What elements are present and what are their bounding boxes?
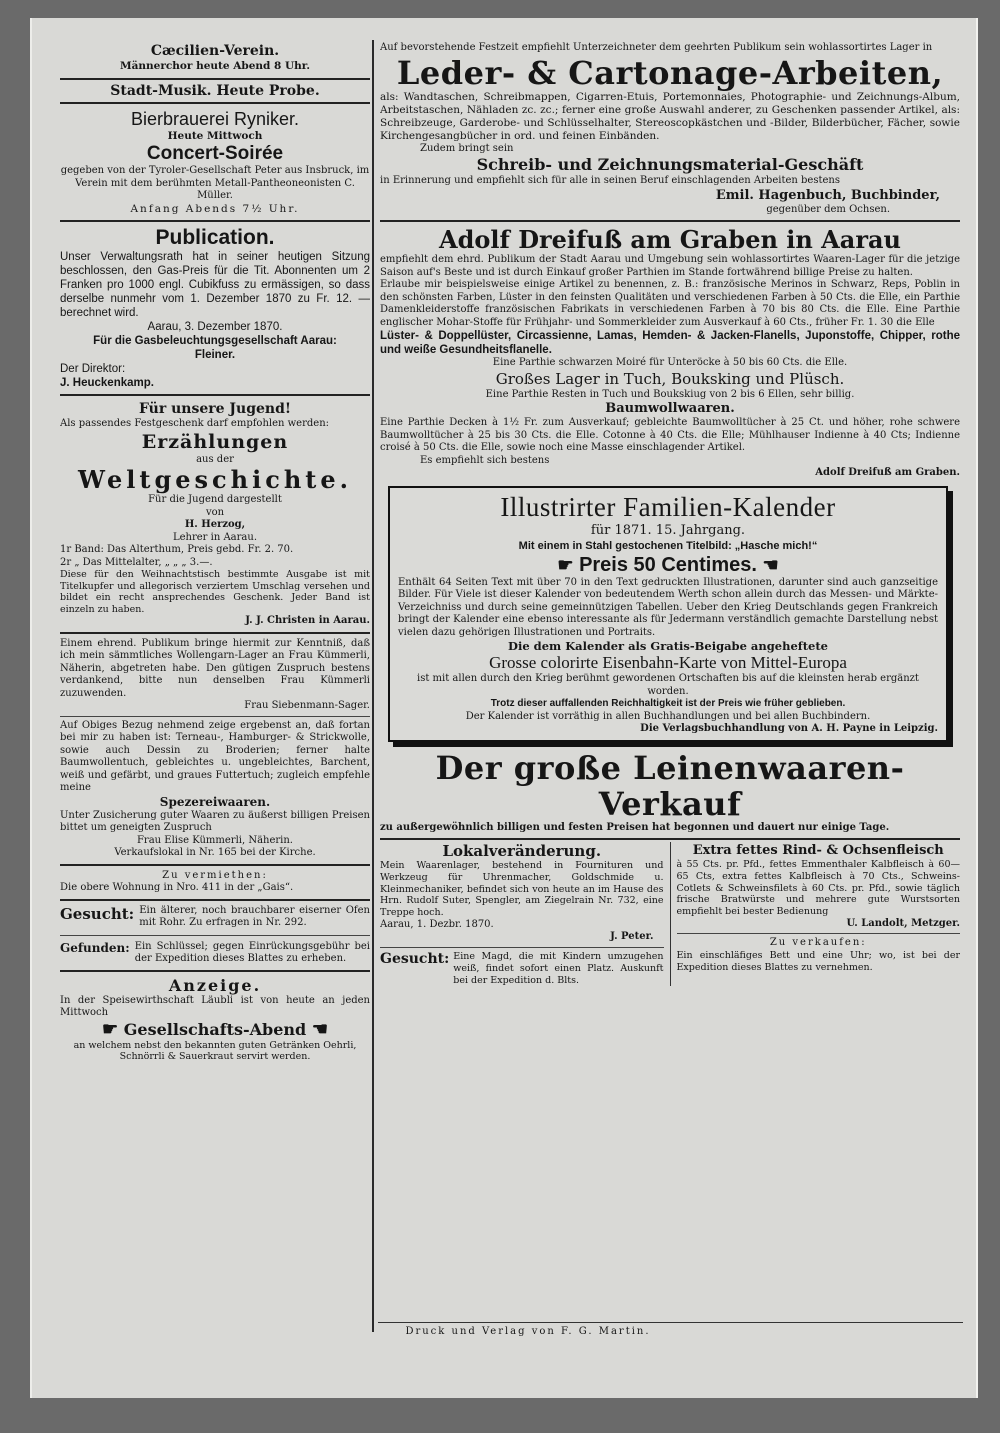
ad-dreifuss bbox=[380, 224, 960, 482]
ad-leder bbox=[380, 40, 960, 218]
ad-jugend bbox=[60, 398, 370, 630]
ad-gesucht-ofen bbox=[60, 903, 370, 932]
rind-body: à 55 Cts. pr. Pfd., fettes Emmenthaler Kalbfleisch à 60—65 Cts, extra fettes Kalbfleisch à 70 Cts., Schweins-Cotlets & Schweinsfilets à 60 Cts. pr. Pfd., sowie täglich frische Bratwürste und mehrere gute Wurstsorten empfiehlt bei bester Bedienung bbox=[676, 859, 960, 918]
kalender-gratis: Die dem Kalender als Gratis-Beigabe angeheftete bbox=[508, 639, 828, 653]
leder-title: Leder- & Cartonage-Arbeiten, bbox=[396, 53, 944, 92]
gefunden-body: Ein Schlüssel; gegen Einrückungsgebühr bei der Expedition dieses Blattes zu erheben. bbox=[134, 940, 370, 964]
jugend-body: Diese für den Weihnachtstisch bestimmte Ausgabe ist mit Titelkupfer und allegorisch verziertem Umschlag versehen und bildet ein recht ansprechendes Geschenk. Jeder Band ist einzeln zu haben. bbox=[60, 569, 370, 615]
maennerchor: Männerchor heute Abend 8 Uhr. bbox=[119, 60, 311, 72]
publication-title: Publication. bbox=[155, 226, 275, 249]
leder-intro: Auf bevorstehende Festzeit empfiehlt Unterzeichneter dem geehrten Publikum sein wohlassortirtes Lager in bbox=[380, 42, 933, 53]
leder-zudem: Zudem bringt sein bbox=[420, 142, 514, 154]
kalender-price: Preis 50 Centimes. bbox=[579, 553, 757, 576]
dreifuss-body2: Erlaube mir beispielsweise einige Artikel zu benennen, z. B.: französische Merinos in Schwarz, Reps, Poblin in den schönsten Farben, Lüster in den feinsten Qualitäten und verschiedenen Farben à 50 Cts. die Elle, ein Parthie Damenkleiderstoffe französischen Fabrikats in verschiedenen Farben à 70 bis 80 Cts. die Elle. Eine Parthie englischer Mohar-Stoffe für Frühjahr- und Sommerkleider zum Ausverkauf à 60 Cts., früher Fr. 1. 30 die Elle bbox=[380, 279, 960, 328]
kalender-vorraethig: Der Kalender ist vorräthig in allen Buchhandlungen und bei allen Buchbindern. bbox=[465, 710, 871, 722]
ad-gefunden bbox=[60, 939, 370, 968]
lokal-signature: J. Peter. bbox=[610, 931, 654, 943]
ad-vermiethen bbox=[60, 868, 370, 897]
leder-signature-2: gegenüber dem Ochsen. bbox=[766, 203, 890, 215]
leder-signature: Emil. Hagenbuch, Buchbinder, bbox=[715, 187, 940, 203]
ad-concert bbox=[60, 106, 370, 219]
divider bbox=[60, 899, 370, 901]
fuer-jugend: Für die Jugend dargestellt bbox=[148, 494, 282, 505]
left-column bbox=[60, 40, 370, 1340]
dreifuss-body3: Eine Parthie Decken à 1½ Fr. zum Ausverkauf; gebleichte Baumwolltücher à 25 Ct. und höher, rohe schwere Baumwolltücher à 25 bis 30 Cts. die Elle. Cotonne à 40 Cts. die Elle; Mühlhauser Indienne à 40 Cts; Indienne croisé à 50 Cts. die Elle, sowie noch eine Masse einschlagender Artikel. bbox=[380, 417, 960, 453]
bottom-left-ads bbox=[380, 842, 664, 986]
author-lehrer: Lehrer in Aarau. bbox=[172, 531, 258, 543]
ad-kuemmerli bbox=[60, 636, 370, 862]
kuemmerli-sig1: Frau Siebenmann-Sager. bbox=[244, 700, 370, 711]
dreifuss-lager: Großes Lager in Tuch, Bouksking und Plüsch. bbox=[495, 369, 845, 388]
verkaufslokal: Verkaufslokal in Nr. 165 bei der Kirche. bbox=[114, 847, 316, 858]
kalender-year: für 1871. 15. Jahrgang. bbox=[590, 522, 746, 538]
anzeige-body2: an welchem nebst den bekannten guten Getränken Oehrli, Schnörrli & Sauerkraut servirt werden. bbox=[73, 1039, 357, 1062]
pointing-hand-icon: ☛ bbox=[557, 554, 574, 575]
ad-anzeige bbox=[60, 974, 370, 1065]
kuemmerli-sig2: Frau Elise Kümmerli, Näherin. bbox=[136, 834, 293, 846]
publication-for: Für die Gasbeleuchtungsgesellschaft Aarau: bbox=[93, 335, 337, 347]
divider bbox=[677, 933, 961, 934]
von: von bbox=[205, 506, 225, 518]
leder-erinnerung: in Erinnerung und empfiehlt sich für alle in seinen Beruf einschlagenden Arbeiten bestens bbox=[380, 175, 840, 186]
pointing-hand-icon: ☚ bbox=[311, 1018, 328, 1040]
ad-gesucht-magd bbox=[380, 951, 664, 986]
dreifuss-title: Adolf Dreifuß am Graben in Aarau bbox=[439, 225, 901, 254]
footer-imprint: Druck und Verlag von F. G. Martin. bbox=[405, 1326, 651, 1337]
gesucht-label: Gesucht: bbox=[380, 950, 450, 967]
lokal-body: Mein Waarenlager, bestehend in Fournituren und Werkzeug für Uhrenmacher, Goldschmide u. Kleinmechaniker, befindet sich von heute an im Hause des Hrn. Rudolf Suter, Spengler, am Ziegelrain Nr. 732, eine Treppe hoch. bbox=[380, 860, 664, 919]
kuemmerli-body2: Auf Obiges Bezug nehmend zeige ergebenst an, daß fortan bei mir zu haben ist: Terneau-, Hamburger- & Strickwolle, sowie auch Dessin zu Broderien; ferner halte Baumwollentuch, gebleichtes u. ungebleichtes, Barchent, weiß und gefärbt, und graues Futtertuch; zugleich empfehle meine bbox=[60, 719, 370, 793]
kalender-body: Enthält 64 Seiten Text mit über 70 in den Text gedruckten Illustrationen, darunter sind auch ganzseitige Bilder. Für Viele ist dieser Kalender von bedeutendem Werth schon allein durch das Messen- und Märkte-Verzeichniss und durch seine gemeinnützigen Tabellen. Ueber den Krieg Deutschlands gegen Frankreich bringt der Kalender eine ebenso interessante als für Jedermann verständlich gemachte Darstellung nebst vielen dazu gehörigen Illustrationen und Portraits. bbox=[398, 576, 938, 638]
divider bbox=[60, 78, 370, 80]
anzeige-body: In der Speisewirthschaft Läubli ist von heute an jeden Mittwoch bbox=[60, 994, 370, 1018]
footer-rule bbox=[378, 1322, 963, 1323]
caecilien-title: Cæcilien-Verein. bbox=[150, 43, 280, 59]
divider bbox=[380, 838, 960, 840]
divider bbox=[60, 970, 370, 972]
ad-caecilien bbox=[60, 40, 370, 76]
band-1: 1r Band: Das Alterthum, Preis gebd. Fr. 2. 70. bbox=[60, 544, 294, 555]
dreifuss-signature: Adolf Dreifuß am Graben. bbox=[815, 467, 960, 478]
publication-body: Unser Verwaltungsrath hat in seiner heutigen Sitzung beschlossen, den Gas-Preis für die Tit. Abonnenten um 2 Franken pro 1000 engl. Cubikfuss zu ermässigen, so dass derselbe nunmehr vom 1. Dezember 1870 zu Fr. 12. — berechnet wird. bbox=[60, 251, 370, 319]
gesucht-ofen-body: Ein älterer, noch brauchbarer eiserner Ofen mit Rohr. Zu erfragen in Nr. 292. bbox=[139, 904, 370, 928]
kalender-title: Illustrirter Familien-Kalender bbox=[500, 491, 836, 522]
leinen-body: zu außergewöhnlich billigen und festen Preisen hat begonnen und dauert nur einige Tage. bbox=[380, 821, 890, 833]
rind-title: Extra fettes Rind- & Ochsenfleisch bbox=[692, 843, 944, 858]
gesucht-magd-body: Eine Magd, die mit Kindern umzugehen weiß, findet sofort einen Platz. Auskunft bei der Expedition d. Blts. bbox=[453, 950, 664, 986]
jugend-signature: J. J. Christen in Aarau. bbox=[245, 615, 370, 626]
publication-heuckenkamp: J. Heuckenkamp. bbox=[60, 377, 154, 389]
spezereiwaaren: Spezereiwaaren. bbox=[159, 794, 271, 809]
publication-direktor: Der Direktor: bbox=[60, 363, 126, 375]
ad-publication bbox=[60, 224, 370, 392]
gesucht-label: Gesucht: bbox=[60, 904, 135, 923]
gesellschafts-abend-row bbox=[60, 1020, 370, 1040]
weltgeschichte-title: Weltgeschichte. bbox=[78, 465, 352, 494]
bierbrauerei-title: Bierbrauerei Ryniker. bbox=[130, 108, 300, 129]
rind-signature: U. Landolt, Metzger. bbox=[846, 917, 960, 929]
divider bbox=[380, 947, 664, 948]
leder-body: als: Wandtaschen, Schreibmappen, Cigarren-Etuis, Portemonnaies, Photographie- und Zeichnungs-Album, Arbeitstaschen, Nähladen zc. zc.; ferner eine große Auswahl anderer, zu Geschenken passender Artikel, als: Schreibzeuge, Garderobe- und Schlüsselhalter, Stereoscopkästchen und -Bilder, Bilderbücher, Fächer, sowie Kirchengesangbücher in ord. und feinen Einbänden. bbox=[380, 90, 960, 142]
dreifuss-moire: Eine Parthie schwarzen Moiré für Unteröcke à 50 bis 60 Cts. die Elle. bbox=[492, 357, 848, 368]
publication-fleiner: Fleiner. bbox=[194, 349, 236, 361]
leder-schreib: Schreib- und Zeichnungsmaterial-Geschäft bbox=[476, 155, 864, 174]
heute-mittwoch: Heute Mittwoch bbox=[167, 129, 263, 142]
divider bbox=[60, 102, 370, 104]
dreifuss-body1: empfiehlt dem ehrd. Publikum der Stadt Aarau und Umgebung sein wohlassortirtes Waaren-Lager für die jetzige Saison auf's Beste und ist durch Einkauf großer Parthien im Stande fortwährend billige Preise zu halten. bbox=[380, 254, 960, 278]
divider bbox=[60, 716, 370, 717]
column-divider bbox=[372, 40, 374, 1332]
baumwollwaaren: Baumwollwaaren. bbox=[605, 401, 735, 416]
erzaehlungen-title: Erzählungen bbox=[141, 430, 289, 453]
pointing-hand-icon: ☛ bbox=[102, 1018, 119, 1040]
band-2: 2r „ Das Mittelalter, „ „ „ 3.—. bbox=[60, 556, 213, 568]
lokal-title: Lokalveränderung. bbox=[442, 842, 602, 860]
bottom-ads bbox=[380, 842, 960, 986]
vermiethen-title: Zu vermiethen: bbox=[162, 869, 268, 881]
dreifuss-empfiehlt: Es empfiehlt sich bestens bbox=[420, 454, 550, 466]
vermiethen-body: Die obere Wohnung in Nro. 411 in der „Gais“. bbox=[60, 882, 294, 893]
right-column bbox=[380, 40, 960, 1340]
kalender-price-row bbox=[398, 553, 938, 577]
pointing-hand-icon: ☚ bbox=[762, 554, 779, 575]
jugend-title: Für unsere Jugend! bbox=[138, 401, 292, 417]
divider bbox=[380, 220, 960, 222]
dreifuss-luester: Lüster- & Doppellüster, Circassienne, Lamas, Hemden- & Jacken-Flanells, Juponstoffe, Chipper, rothe und weiße Gesundheitsflanelle. bbox=[380, 330, 960, 356]
aus-der: aus der bbox=[196, 453, 234, 465]
sub-column-divider bbox=[670, 842, 671, 986]
kalender-karte-body: ist mit allen durch den Krieg berühmt gewordenen Ortschaften bis auf die kleinsten herab ergänzt worden. bbox=[417, 673, 919, 697]
divider bbox=[60, 394, 370, 396]
ad-leinen bbox=[380, 748, 960, 837]
publication-date: Aarau, 3. Dezember 1870. bbox=[147, 321, 283, 333]
divider bbox=[60, 864, 370, 866]
ad-kalender bbox=[388, 486, 948, 742]
bottom-right-ads bbox=[677, 842, 961, 986]
kuemmerli-body: Einem ehrend. Publikum bringe hiermit zur Kenntniß, daß ich mein sämmtliches Wollengarn-Lager an Frau Kümmerli, Näherin, abgetreten habe. Den gütigen Zuspruch bestens verdankend, bitte nun denselben Frau Kümmerli zuzuwenden. bbox=[60, 637, 370, 699]
jugend-intro: Als passendes Festgeschenk darf empfohlen werden: bbox=[60, 418, 330, 429]
kuemmerli-body3: Unter Zusicherung guter Waaren zu äußerst billigen Preisen bittet um geneigten Zuspruch bbox=[60, 809, 370, 833]
dreifuss-resten: Eine Parthie Resten in Tuch und Boukskiug von 2 bis 6 Ellen, sehr billig. bbox=[485, 388, 855, 400]
divider bbox=[60, 935, 370, 936]
gesellschafts-abend: Gesellschafts-Abend bbox=[123, 1019, 307, 1039]
leinen-title: Der große Leinenwaaren-Verkauf bbox=[435, 748, 905, 823]
verkaufen-title: Zu verkaufen: bbox=[769, 937, 867, 949]
gefunden-label: Gefunden: bbox=[60, 940, 130, 955]
anzeige-title: Anzeige. bbox=[168, 975, 262, 995]
concert-title: Concert-Soirée bbox=[146, 143, 284, 164]
divider bbox=[60, 220, 370, 222]
concert-body: gegeben von der Tyroler-Gesellschaft Peter aus Insbruck, im Verein mit dem berühmten Metall-Pantheoneonisten C. Müller. bbox=[60, 165, 370, 201]
kalender-stahl: Mit einem in Stahl gestochenen Titelbild: „Hasche mich!“ bbox=[518, 539, 818, 552]
author-herzog: H. Herzog, bbox=[184, 519, 246, 530]
kalender-signature: Die Verlagsbuchhandlung von A. H. Payne in Leipzig. bbox=[640, 723, 938, 734]
stadtmusik: Stadt-Musik. Heute Probe. bbox=[110, 82, 320, 99]
lokal-date: Aarau, 1. Dezbr. 1870. bbox=[380, 918, 494, 930]
kalender-trotz: Trotz dieser auffallenden Reichhaltigkeit ist der Preis wie früher geblieben. bbox=[490, 698, 846, 709]
divider bbox=[60, 632, 370, 634]
kalender-karte: Grosse colorirte Eisenbahn-Karte von Mittel-Europa bbox=[489, 653, 847, 672]
verkaufen-body: Ein einschläfiges Bett und eine Uhr; wo, ist bei der Expedition dieses Blattes zu vernehmen. bbox=[676, 949, 960, 973]
concert-anfang: Anfang Abends 7½ Uhr. bbox=[130, 202, 300, 215]
